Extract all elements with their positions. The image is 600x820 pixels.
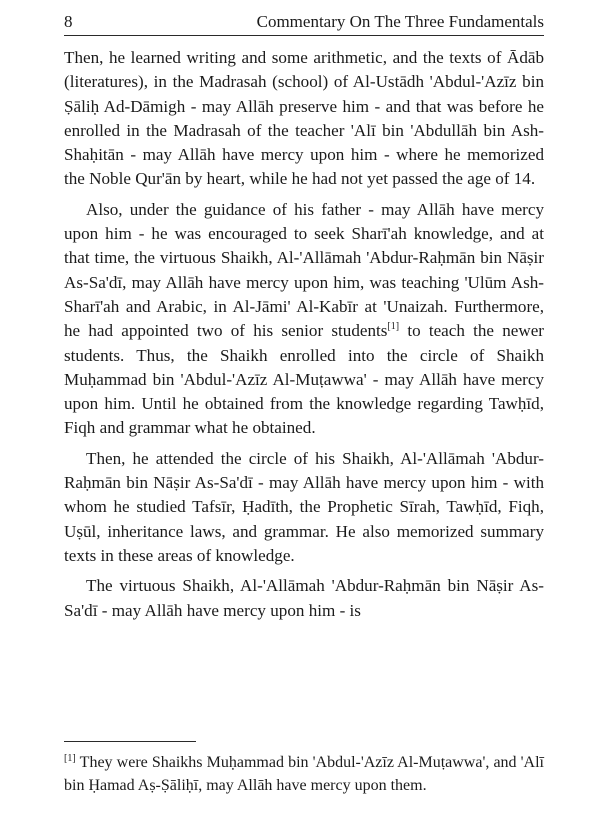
paragraph-4: The virtuous Shaikh, Al-'Allāmah 'Abdur-Raḥmān bin Nāṣir As-Sa'dī - may Allāh have mercy upon him - is bbox=[64, 576, 544, 620]
footnote-marker: [1] bbox=[64, 753, 76, 764]
body-text bbox=[64, 46, 544, 623]
running-head-title: Commentary On The Three Fundamentals bbox=[256, 12, 544, 31]
footnote-divider bbox=[64, 741, 196, 742]
page-number: 8 bbox=[64, 12, 73, 31]
running-head bbox=[64, 8, 544, 36]
footnote-reference[interactable]: [1] bbox=[387, 321, 400, 333]
paragraph-2-text-a: Also, under the guidance of his father - may Allāh have mercy upon him - he was encouraged to seek Sharī'ah knowledge, and at that time, the virtuous Shaikh, Al-'Allāmah 'Abdur-Raḥmān bin Nāṣir As-Sa'dī, may Allāh have mercy upon him, was teaching 'Ulūm Ash-Sharī'ah and Arabic, in Al-Jāmi' Al-Kabīr at 'Unaizah. Furthermore, he had appointed two of his senior students bbox=[64, 199, 544, 341]
paragraph-2-text-b: to teach the newer students. Thus, the Shaikh enrolled into the circle of Shaikh Muḥammad bin 'Abdul-'Azīz Al-Muṭawwa' - may Allāh have mercy upon him. Until he obtained from the knowledge regarding Tawḥīd, Fiqh and grammar what he obtained. bbox=[64, 321, 544, 438]
paragraph-3: Then, he attended the circle of his Shaikh, Al-'Allāmah 'Abdur-Raḥmān bin Nāṣir As-Sa'dī - may Allāh have mercy upon him - with whom he studied Tafsīr, Ḥadīth, the Prophetic Sīrah, Tawḥīd, Fiqh, Uṣūl, inheritance laws, and grammar. He also memorized summary texts in these areas of knowledge. bbox=[64, 448, 544, 565]
footnote-text: They were Shaikhs Muḥammad bin 'Abdul-'Azīz Al-Muṭawwa', and 'Alī bin Ḥamad Aṣ-Ṣāliḥī, may Allāh have mercy upon them. bbox=[64, 754, 544, 794]
paragraph-1: Then, he learned writing and some arithmetic, and the texts of Ādāb (literatures), in the Madrasah (school) of Al-Ustādh 'Abdul-'Azīz bin Ṣāliḥ Ad-Dāmigh - may Allāh preserve him - and that was before he enrolled in the Madrasah of the teacher 'Alī bin 'Abdullāh bin Ash-Shaḥitān - may Allāh have mercy upon him - where he memorized the Noble Qur'ān by heart, while he had not yet passed the age of 14. bbox=[64, 48, 544, 189]
footnote bbox=[64, 751, 544, 797]
book-page bbox=[64, 8, 544, 813]
paragraph-2 bbox=[64, 198, 544, 441]
